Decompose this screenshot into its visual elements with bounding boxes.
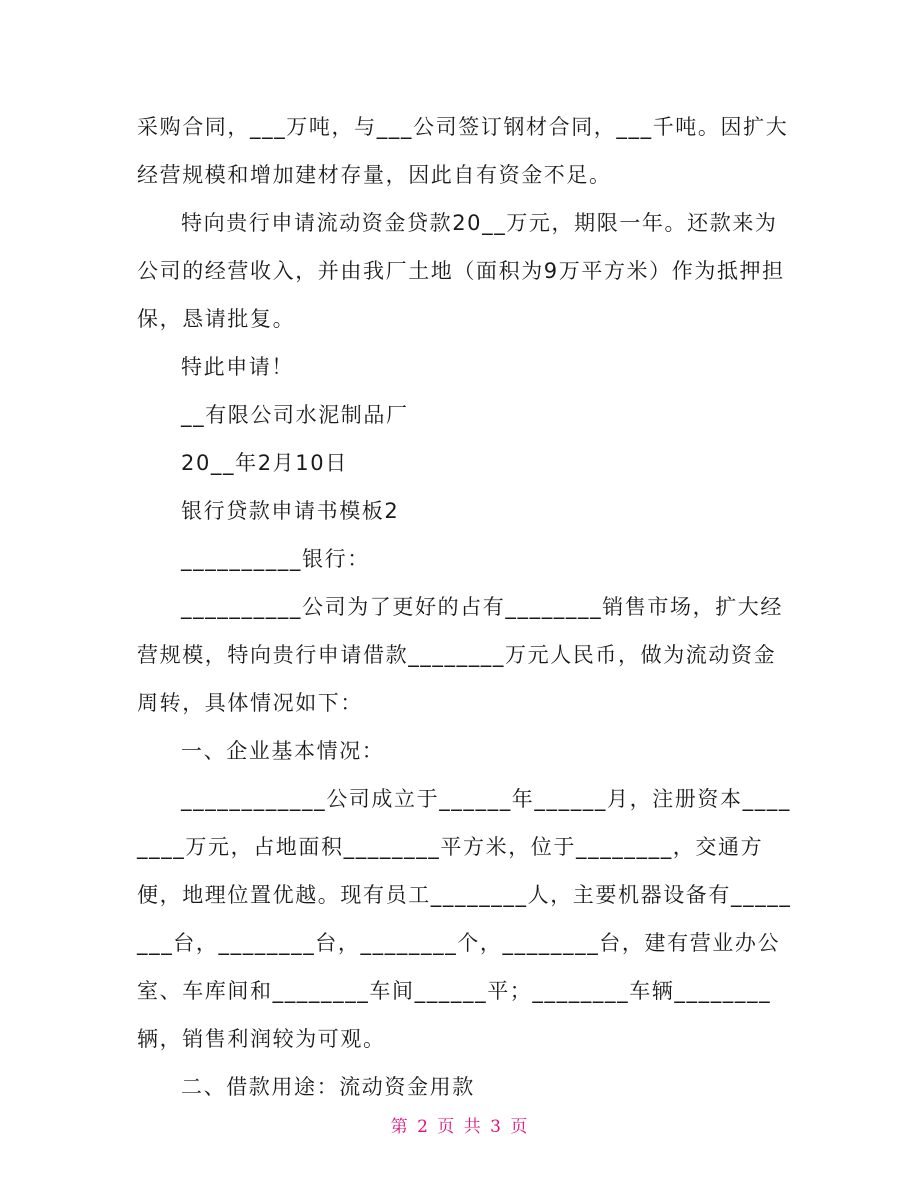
section-title: 银行贷款申请书模板2 [181, 499, 400, 523]
heading-company-info: 一、企业基本情况： [181, 739, 385, 763]
paragraph-closing: 特此申请！ [181, 355, 294, 379]
paragraph-signature: __有限公司水泥制品厂 [181, 403, 409, 427]
heading-loan-purpose: 二、借款用途：流动资金用款 [181, 1075, 475, 1099]
page-footer: 第 2 页 共 3 页 [390, 1117, 530, 1137]
paragraph-1: 采购合同，___万吨，与___公司签订钢材合同，___千吨。因扩大经营规模和增加建材存量，因此自有资金不足。 [137, 115, 789, 187]
paragraph-intro: __________公司为了更好的占有________销售市场，扩大经营规模，特向贵行申请借款________万元人民币，做为流动资金周转，具体情况如下： [137, 595, 783, 715]
paragraph-date: 20__年2月10日 [181, 451, 348, 475]
paragraph-loan-request: 特向贵行申请流动资金贷款20__万元，期限一年。还款来为公司的经营收入，并由我厂土地（面积为9万平方米）作为抵押担保，恳请批复。 [137, 211, 785, 331]
paragraph-salutation: __________银行： [181, 547, 370, 571]
document-body [137, 103, 797, 1111]
paragraph-company-info: ____________公司成立于______年______月，注册资本________万元，占地面积________平方米，位于________，交通方便，地理位置优越。现有员工________人，主要机器设备有________台，________台，________个，________台，建有营业办公室、车库间和________车间______平；________车辆________辆，销售利润较为可观。 [137, 787, 792, 1051]
